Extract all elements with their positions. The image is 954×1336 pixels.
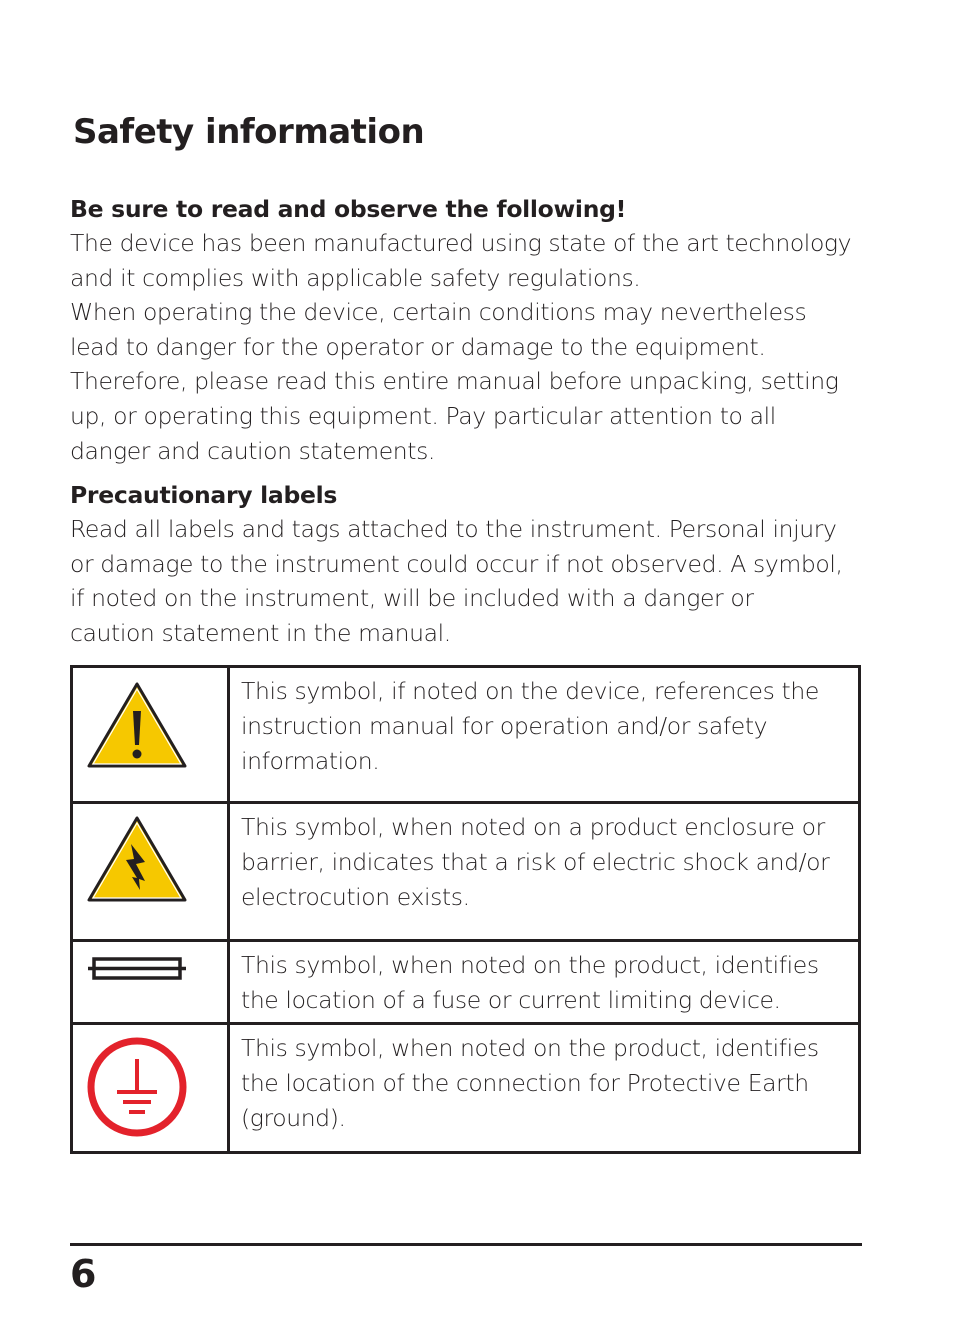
- intro-line: Therefore, please read this entire manual before unpacking, setting: [70, 367, 839, 396]
- labels-line: caution statement in the manual.: [70, 618, 451, 647]
- symbol-description-line: the location of the connection for Protective Earth: [241, 1068, 809, 1097]
- warning-triangle-icon: [73, 668, 227, 795]
- intro-heading: Be sure to read and observe the following!: [70, 195, 627, 223]
- intro-line: and it complies with applicable safety regulations.: [70, 263, 641, 292]
- symbol-description-line: This symbol, when noted on the product, identifies: [241, 1034, 819, 1062]
- labels-line: if noted on the instrument, will be included with a danger or: [70, 584, 754, 613]
- symbol-row: [72, 941, 860, 1024]
- symbol-description: [229, 667, 860, 803]
- symbol-description-line: information.: [241, 746, 380, 775]
- symbol-icon-cell: [72, 667, 229, 803]
- symbol-row: [72, 1024, 860, 1153]
- symbol-description: [229, 803, 860, 941]
- symbol-description-line: electrocution exists.: [241, 882, 470, 911]
- symbol-description-line: (ground).: [241, 1103, 346, 1132]
- symbol-row: [72, 803, 860, 941]
- symbol-description-line: the location of a fuse or current limiting device.: [241, 985, 781, 1014]
- intro-line: lead to danger for the operator or damage to the equipment.: [70, 332, 766, 361]
- symbol-description-line: instruction manual for operation and/or safety: [241, 711, 768, 740]
- intro-line: up, or operating this equipment. Pay particular attention to all: [70, 401, 776, 430]
- page-number: 6: [70, 1252, 97, 1296]
- symbol-row: [72, 667, 860, 803]
- intro-section: [70, 192, 870, 468]
- symbol-description-line: This symbol, when noted on the product, identifies: [241, 951, 819, 979]
- symbol-icon-cell: [72, 803, 229, 941]
- intro-line: The device has been manufactured using state of the art technology: [70, 229, 852, 257]
- precautionary-labels-heading: Precautionary labels: [70, 481, 338, 509]
- electric-shock-icon: [73, 804, 227, 933]
- protective-earth-icon: [73, 1025, 227, 1145]
- fuse-icon: [73, 942, 227, 1016]
- labels-line: or damage to the instrument could occur if not observed. A symbol,: [70, 549, 843, 578]
- precautionary-labels-section: [70, 478, 870, 650]
- symbol-description-line: This symbol, if noted on the device, references the: [241, 677, 819, 705]
- intro-line: When operating the device, certain conditions may nevertheless: [70, 298, 807, 327]
- labels-line: Read all labels and tags attached to the instrument. Personal injury: [70, 515, 837, 543]
- symbol-description: [229, 1024, 860, 1153]
- symbol-icon-cell: [72, 1024, 229, 1153]
- symbol-icon-cell: [72, 941, 229, 1024]
- symbols-table: [70, 665, 861, 1154]
- page-title: Safety information: [73, 112, 425, 152]
- symbol-description: [229, 941, 860, 1024]
- symbol-description-line: This symbol, when noted on a product enclosure or: [241, 813, 825, 841]
- footer-divider: [70, 1243, 862, 1246]
- symbol-description-line: barrier, indicates that a risk of electric shock and/or: [241, 847, 830, 876]
- intro-line: danger and caution statements.: [70, 436, 435, 465]
